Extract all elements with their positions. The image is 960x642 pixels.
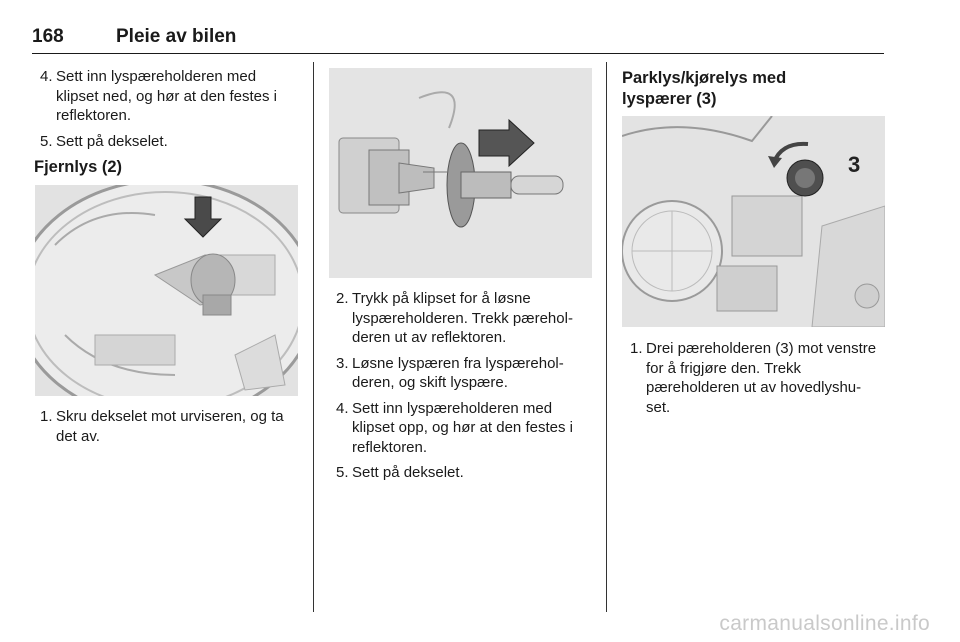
left-column-bottom bbox=[32, 407, 302, 452]
column-divider-2 bbox=[606, 62, 607, 612]
column-divider-1 bbox=[313, 62, 314, 612]
list-item: 2. Trykk på klipset for å løsne lyspæreholderen. Trekk pærehol-deren ut av reflektoren. bbox=[336, 290, 573, 346]
list-item: 4. Sett inn lyspæreholderen med klipset ned, og hør at den festes i reflektoren. bbox=[40, 68, 277, 124]
right-column bbox=[622, 339, 884, 423]
bulb-holder-figure bbox=[329, 68, 592, 278]
middle-column bbox=[328, 289, 593, 489]
subheading-parking-light: Parklys/kjørelys med lyspærer (3) bbox=[622, 69, 787, 108]
list-item: 1. Drei pæreholderen (3) mot venstre for å frigjøre den. Trekk pæreholderen ut av hovedlyshu-set. bbox=[630, 340, 877, 416]
list-item: 3. Løsne lyspæren fra lyspærehol-deren, og skift lyspære. bbox=[336, 354, 564, 391]
left-column bbox=[32, 67, 302, 157]
list-item: 5. Sett på dekselet. bbox=[336, 464, 464, 481]
list-item: 4. Sett inn lyspæreholderen med klipset opp, og hør at den festes i reflektoren. bbox=[336, 399, 573, 456]
list-item: 1. Skru dekselet mot urviseren, og ta det av. bbox=[40, 408, 284, 445]
parking-light-illustration bbox=[622, 116, 885, 327]
page-number: 168 bbox=[32, 26, 64, 47]
subheading-high-beam: Fjernlys (2) bbox=[34, 158, 123, 176]
high-beam-illustration bbox=[35, 185, 298, 396]
list-item: 5. Sett på dekselet. bbox=[40, 132, 168, 150]
page-header bbox=[32, 26, 884, 54]
bulb-holder-illustration bbox=[329, 68, 592, 278]
parking-light-figure bbox=[622, 116, 885, 327]
figure-callout-3: 3 bbox=[848, 152, 861, 177]
page-title: Pleie av bilen bbox=[116, 26, 237, 47]
high-beam-figure bbox=[35, 185, 298, 396]
watermark: carmanualsonline.info bbox=[719, 612, 930, 635]
